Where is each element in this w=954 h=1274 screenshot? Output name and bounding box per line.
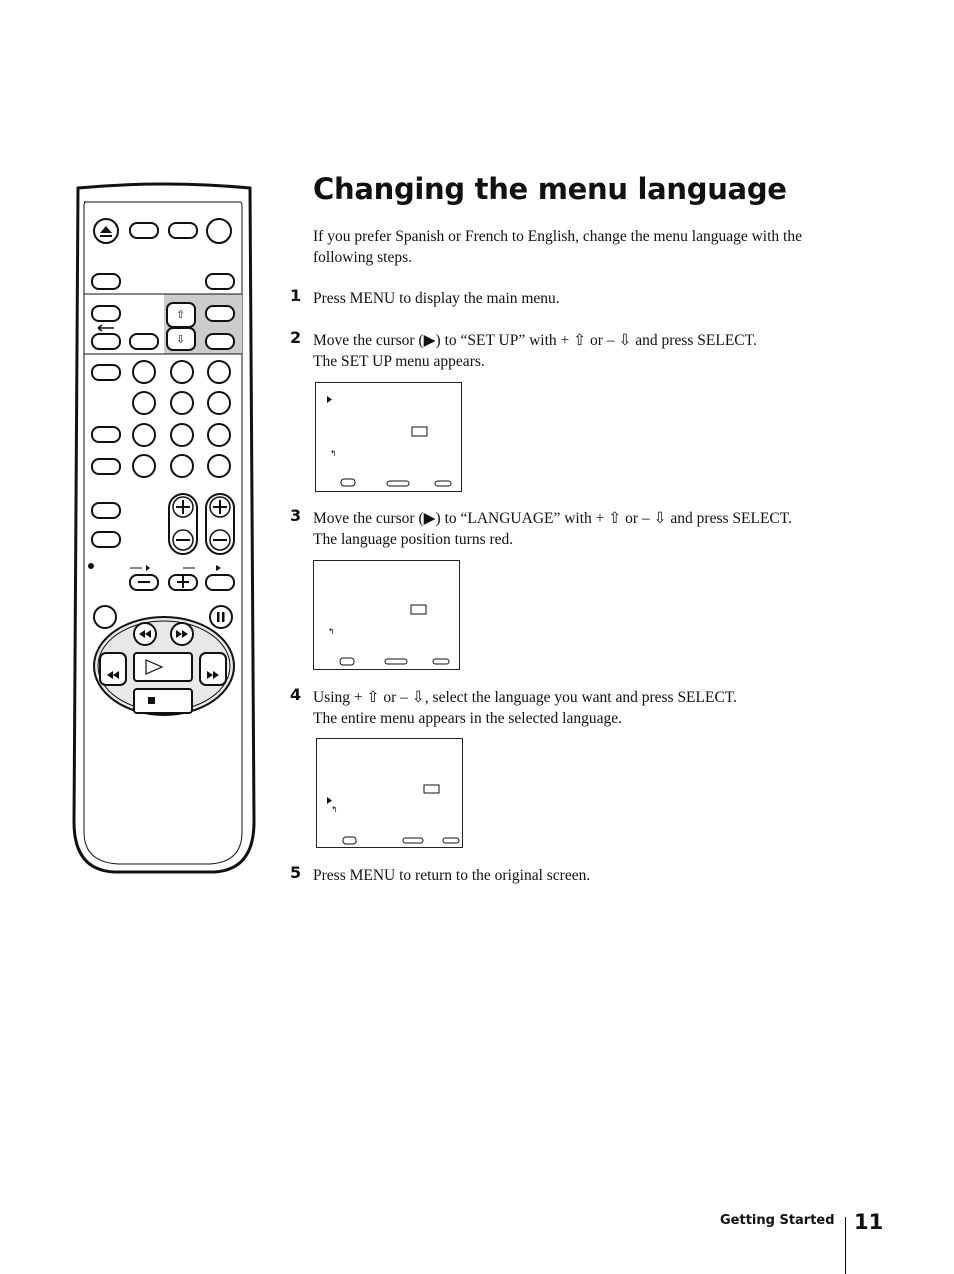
intro-paragraph: If you prefer Spanish or French to English, change the menu language with the following steps. — [313, 228, 802, 266]
step-text: Using + ⇧ or – ⇩, select the language you want and press SELECT. — [313, 689, 737, 706]
step-result-text: The language position turns red. — [313, 531, 514, 548]
return-icon: ↰ — [328, 627, 335, 636]
return-icon: ↰ — [330, 449, 337, 458]
play-icon — [134, 653, 192, 681]
step-number: 1 — [290, 286, 302, 305]
eject-icon — [94, 219, 118, 243]
stop-icon — [134, 689, 192, 713]
section-label: Getting Started — [720, 1213, 835, 1228]
pause-icon — [210, 606, 232, 628]
page-title: Changing the menu language — [313, 172, 787, 206]
step-number: 2 — [290, 328, 302, 347]
step-number: 5 — [290, 863, 302, 882]
svg-text:⇧: ⇧ — [176, 308, 186, 321]
cursor-arrow-icon — [327, 396, 332, 403]
step-result-text: The entire menu appears in the selected language. — [313, 710, 623, 727]
svg-text:⇩: ⇩ — [176, 333, 186, 346]
remote-control-illustration — [70, 182, 258, 874]
step-text: Press MENU to return to the original screen. — [313, 867, 591, 884]
cursor-arrow-icon — [327, 797, 332, 804]
rewind-icon — [134, 623, 156, 645]
fast-forward-icon — [171, 623, 193, 645]
footer-divider — [845, 1217, 846, 1274]
record-dot-icon — [88, 563, 94, 569]
tv-screen-setup-menu — [315, 382, 462, 492]
return-icon: ↰ — [331, 805, 338, 814]
step-number: 3 — [290, 506, 302, 525]
step-result-text: The SET UP menu appears. — [313, 353, 485, 370]
step-number: 4 — [290, 685, 302, 704]
tv-screen-language-select — [313, 560, 460, 670]
tv-screen-language-applied — [316, 738, 463, 848]
page-number: 11 — [854, 1210, 884, 1234]
step-text: Press MENU to display the main menu. — [313, 290, 560, 307]
step-text: Move the cursor (▶) to “SET UP” with + ⇧ or – ⇩ and press SELECT. — [313, 332, 757, 349]
step-text: Move the cursor (▶) to “LANGUAGE” with + ⇧ or – ⇩ and press SELECT. — [313, 510, 792, 527]
